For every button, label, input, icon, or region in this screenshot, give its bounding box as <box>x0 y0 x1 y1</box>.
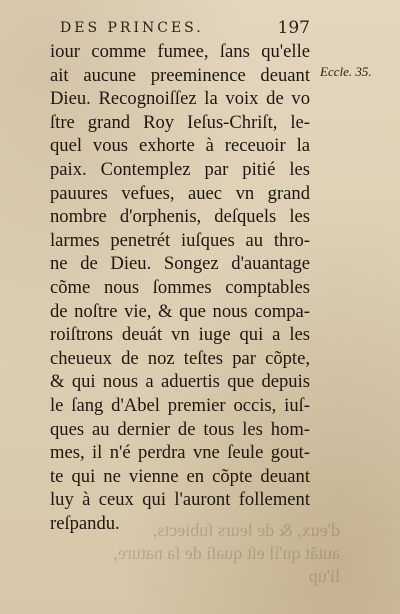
text-line: & qui nous a aduertis que depuis <box>50 371 310 393</box>
page-number: 197 <box>277 18 310 38</box>
text-line: Dieu. Recognoiſſez la voix de vo <box>50 88 310 110</box>
bleed-line: li'up <box>308 566 340 586</box>
text-line: ques au dernier de tous les hom- <box>50 418 310 440</box>
text-line: reſpandu. <box>50 512 120 534</box>
text-line: ne de Dieu. Songez d'auantage <box>50 253 310 275</box>
text-line: luy à ceux qui l'auront follement <box>50 489 310 511</box>
running-head: DES PRINCES. <box>60 20 204 36</box>
text-line: quel vous exhorte à receuoir la <box>50 135 310 157</box>
text-line: mes, il n'é perdra vne ſeule gout- <box>50 442 310 464</box>
text-line: ait aucune preeminence deuant <box>50 64 310 86</box>
text-line: de noſtre vie, & que nous compa- <box>50 300 310 322</box>
page-header <box>60 18 310 38</box>
text-line: nombre d'orphenis, deſquels les <box>50 206 310 228</box>
text-line: te qui ne vienne en cõpte deuant <box>50 465 310 487</box>
text-line: iour comme fumee, ſans qu'elle <box>50 41 310 62</box>
text-line: cõme nous ſommes comptables <box>50 276 310 298</box>
bleed-line: autãt qu'il eſt quaſi de ſa nature, <box>113 543 340 563</box>
margin-note: Eccle. 35. <box>320 64 372 79</box>
bleed-line: d'eux, & de leurs ſubiects, <box>152 520 340 540</box>
text-line: larmes penetrét iuſques au thro- <box>50 229 310 251</box>
text-line: pauures vefues, auec vn grand <box>50 182 310 204</box>
text-line: ſtre grand Roy Ieſus-Chriſt, le- <box>50 111 310 133</box>
body-text <box>50 40 310 535</box>
text-line: roiſtrons deuát vn iuge qui a les <box>50 324 310 346</box>
text-line: le ſang d'Abel premier occis, iuſ- <box>50 394 310 416</box>
text-line: paix. Contemplez par pitié les <box>50 158 310 180</box>
text-line: cheueux de noz teſtes par cõpte, <box>50 347 310 369</box>
bleed-through-text <box>40 519 340 588</box>
